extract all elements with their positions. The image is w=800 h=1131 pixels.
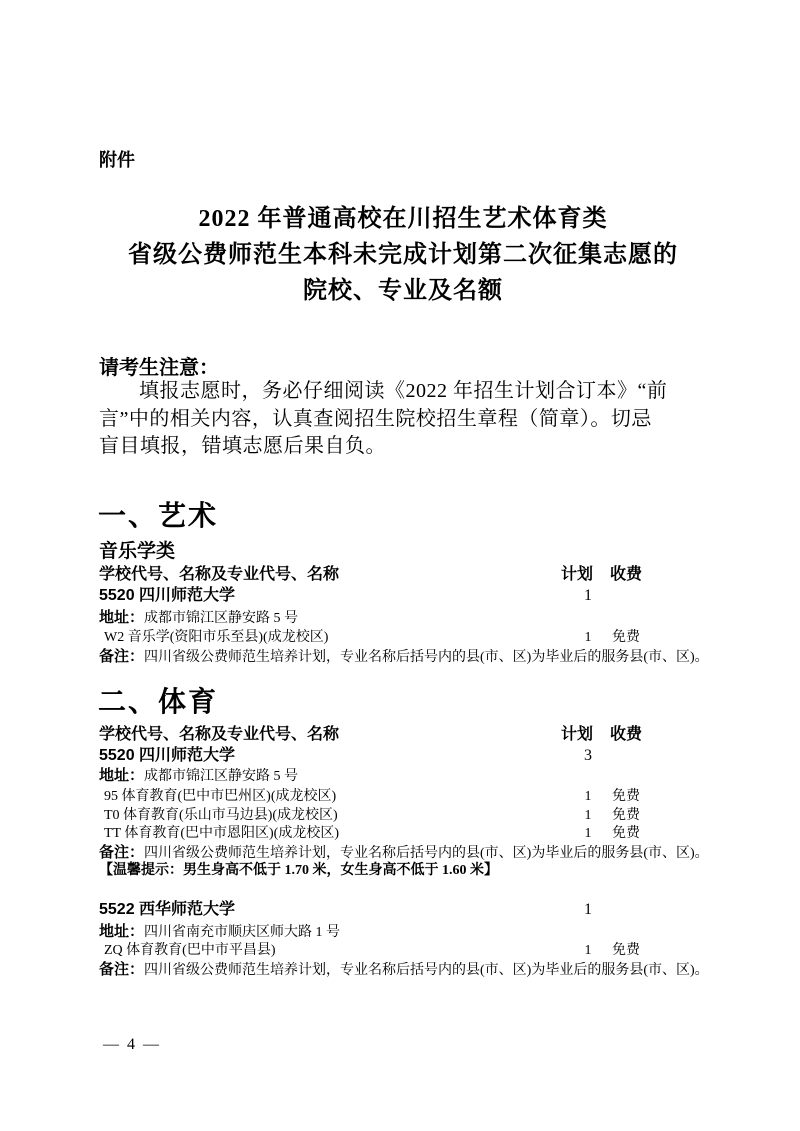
sport-school1-tip-row: 【温馨提示：男生身高不低于 1.70 米，女生身高不低于 1.60 米】 bbox=[99, 863, 498, 878]
sport-school1-row bbox=[99, 746, 707, 766]
major-fee: 免费 bbox=[612, 826, 640, 841]
note-label: 备注： bbox=[99, 961, 145, 978]
major-name: T0 体育教育(乐山市马边县)(成龙校区) bbox=[104, 808, 338, 823]
column-header-name: 学校代号、名称及专业代号、名称 bbox=[99, 566, 340, 583]
note-value: 四川省级公费师范生培养计划，专业名称后括号内的县(市、区)为毕业后的服务县(市、区)。 bbox=[144, 963, 709, 978]
sport-school2-address-row bbox=[99, 922, 707, 942]
notice-body bbox=[99, 378, 667, 461]
major-plan-count: 1 bbox=[584, 826, 592, 841]
major-fee: 免费 bbox=[612, 630, 640, 645]
page-number: — 4 — bbox=[103, 1036, 161, 1053]
school-code-name: 5520 四川师范大学 bbox=[99, 587, 236, 604]
column-header-name: 学校代号、名称及专业代号、名称 bbox=[99, 726, 340, 743]
major-fee: 免费 bbox=[612, 943, 640, 958]
sport-major-row bbox=[99, 941, 707, 961]
notice-line-2: 言”中的相关内容，认真查阅招生院校招生章程（简章）。切忌 bbox=[99, 407, 652, 430]
major-name: W2 音乐学(资阳市乐至县)(成龙校区) bbox=[104, 630, 329, 645]
sport-school1-address-row bbox=[99, 766, 707, 786]
notice-line-3: 盲目填报，错填志愿后果自负。 bbox=[99, 435, 386, 457]
note-value: 四川省级公费师范生培养计划，专业名称后括号内的县(市、区)为毕业后的服务县(市、区)。 bbox=[144, 846, 709, 861]
school-plan-count: 1 bbox=[584, 587, 592, 604]
title-line-3: 院校、专业及名额 bbox=[303, 278, 503, 304]
notice-line-1: 填报志愿时，务必仔细阅读《2022 年招生计划合订本》“前 bbox=[139, 380, 668, 402]
address-value: 四川省南充市顺庆区师大路 1 号 bbox=[144, 925, 341, 940]
art-school-row bbox=[99, 586, 707, 606]
major-plan-count: 1 bbox=[584, 943, 592, 958]
address-label: 地址： bbox=[99, 767, 145, 784]
major-name: TT 体育教育(巴中市恩阳区)(成龙校区) bbox=[104, 826, 339, 841]
title-line-2: 省级公费师范生本科未完成计划第二次征集志愿的 bbox=[128, 242, 678, 268]
sport-school2-note-row bbox=[99, 960, 707, 980]
address-value: 成都市锦江区静安路 5 号 bbox=[144, 769, 299, 784]
address-label: 地址： bbox=[99, 923, 145, 940]
art-table-header bbox=[99, 565, 707, 585]
art-note-row bbox=[99, 647, 707, 667]
notice-heading: 请考生注意： bbox=[99, 357, 219, 379]
major-plan-count: 1 bbox=[584, 630, 592, 645]
address-label: 地址： bbox=[99, 609, 145, 626]
note-label: 备注： bbox=[99, 648, 145, 665]
sport-school1-note-row bbox=[99, 843, 707, 863]
column-header-plan: 计划 bbox=[560, 566, 593, 583]
school-plan-count: 3 bbox=[584, 747, 592, 764]
major-plan-count: 1 bbox=[584, 808, 592, 823]
art-major-row bbox=[99, 628, 707, 648]
major-fee: 免费 bbox=[612, 808, 640, 823]
school-code-name: 5520 四川师范大学 bbox=[99, 747, 236, 764]
major-plan-count: 1 bbox=[584, 789, 592, 804]
column-header-fee: 收费 bbox=[609, 726, 642, 743]
art-subcategory: 音乐学类 bbox=[99, 541, 176, 562]
major-name: ZQ 体育教育(巴中市平昌县) bbox=[104, 943, 276, 958]
art-address-row bbox=[99, 608, 707, 628]
title-line-1: 2022 年普通高校在川招生艺术体育类 bbox=[198, 206, 608, 232]
document-title bbox=[97, 201, 709, 309]
note-label: 备注： bbox=[99, 844, 145, 861]
address-value: 成都市锦江区静安路 5 号 bbox=[144, 611, 299, 626]
sport-major-row bbox=[99, 787, 707, 807]
major-name: 95 体育教育(巴中市巴州区)(成龙校区) bbox=[104, 789, 337, 804]
attachment-label: 附件 bbox=[99, 150, 135, 170]
section-sport-heading: 二、体育 bbox=[98, 686, 219, 717]
section-art-heading: 一、艺术 bbox=[98, 500, 219, 531]
note-value: 四川省级公费师范生培养计划，专业名称后括号内的县(市、区)为毕业后的服务县(市、区)。 bbox=[144, 650, 709, 665]
column-header-plan: 计划 bbox=[560, 726, 593, 743]
school-plan-count: 1 bbox=[584, 901, 592, 918]
school-code-name: 5522 西华师范大学 bbox=[99, 901, 236, 918]
sport-major-row bbox=[99, 824, 707, 844]
sport-major-row bbox=[99, 806, 707, 826]
sport-school2-row bbox=[99, 900, 707, 920]
sport-table-header bbox=[99, 725, 707, 745]
column-header-fee: 收费 bbox=[609, 566, 642, 583]
major-fee: 免费 bbox=[612, 789, 640, 804]
